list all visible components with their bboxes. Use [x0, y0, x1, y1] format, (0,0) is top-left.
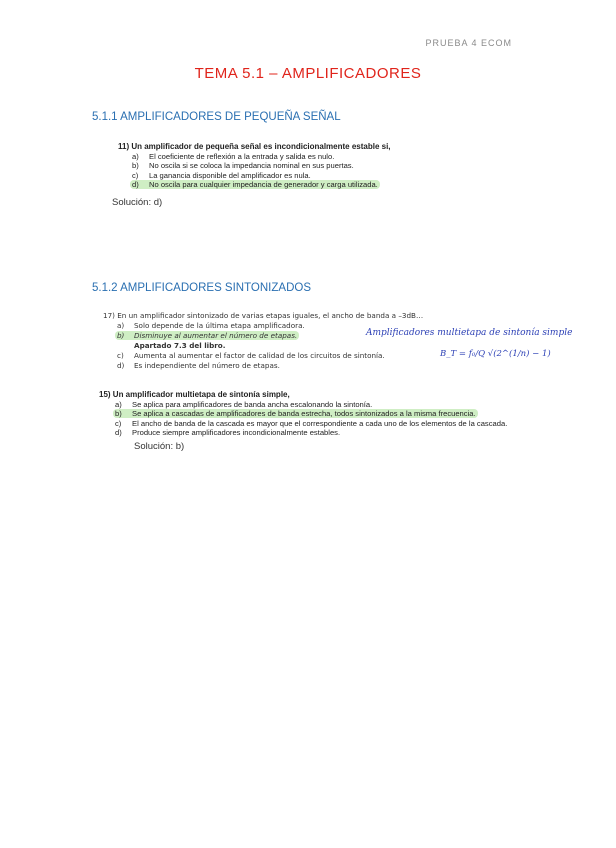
option-c [118, 171, 391, 181]
option-text: La ganancia disponible del amplificador es nula. [149, 170, 311, 180]
option-a [99, 400, 507, 410]
option-b-highlighted [99, 409, 507, 419]
option-label: d) [115, 428, 122, 438]
question-15 [99, 390, 507, 438]
option-label: c) [115, 418, 122, 428]
solution-11: Solución: d) [112, 197, 163, 208]
option-c [99, 419, 507, 429]
book-reference: Apartado 7.3 del libro. [134, 341, 226, 350]
option-label: d) [132, 180, 139, 190]
option-d-highlighted [118, 180, 391, 190]
option-label: b) [115, 409, 122, 419]
question-title: 15) Un amplificador multietapa de sintonía simple, [99, 390, 290, 399]
option-label: a) [117, 321, 125, 330]
handwritten-note: Amplificadores multietapa de sintonía simple [366, 328, 573, 338]
option-text: El coeficiente de reflexión a la entrada y salida es nulo. [149, 151, 335, 161]
question-title: 17) En un amplificador sintonizado de varias etapas iguales, el ancho de banda a –3dB… [103, 311, 424, 320]
option-text: Produce siempre amplificadores incondicionalmente estables. [132, 428, 341, 438]
section-heading-small-signal: 5.1.1 AMPLIFICADORES DE PEQUEÑA SEÑAL [92, 111, 341, 123]
solution-15: Solución: b) [134, 441, 185, 452]
option-text: No oscila para cualquier impedancia de generador y carga utilizada. [149, 180, 378, 190]
option-label: d) [117, 361, 125, 370]
option-text: El ancho de banda de la cascada es mayor que el correspondiente a cada uno de los elementos de la cascada. [132, 418, 508, 428]
option-text: Aumenta al aumentar el factor de calidad de los circuitos de sintonía. [134, 351, 385, 360]
option-text: No oscila si se coloca la impedancia nominal en sus puertas. [149, 161, 354, 171]
highlight [130, 180, 380, 189]
highlight [113, 409, 478, 418]
option-label: b) [117, 331, 125, 340]
option-label: a) [115, 399, 122, 409]
option-label: c) [132, 170, 139, 180]
question-title: 11) Un amplificador de pequeña señal es incondicionalmente estable si, [118, 142, 391, 151]
question-11 [118, 142, 391, 190]
option-text: Disminuye al aumentar el número de etapas. [134, 331, 298, 340]
option-text: Solo depende de la última etapa amplificadora. [134, 321, 305, 330]
option-label: a) [132, 151, 139, 161]
option-text: Se aplica a cascadas de amplificadores de banda estrecha, todos sintonizados a la misma frecuencia. [132, 409, 476, 419]
option-text: Se aplica para amplificadores de banda ancha escalonando la sintonía. [132, 399, 373, 409]
option-text: Es independiente del número de etapas. [134, 361, 280, 370]
handwritten-formula: B_T = f₀/Q √(2^(1/n) − 1) [440, 349, 551, 359]
question-17 [103, 311, 423, 371]
option-d [99, 428, 507, 438]
option-a [118, 152, 391, 162]
highlight [115, 331, 299, 340]
page-header: PRUEBA 4 ECOM [425, 38, 512, 48]
option-label: b) [132, 161, 139, 171]
option-b [118, 161, 391, 171]
option-d [103, 361, 423, 371]
section-heading-tuned: 5.1.2 AMPLIFICADORES SINTONIZADOS [92, 282, 311, 294]
page-title: TEMA 5.1 – AMPLIFICADORES [194, 65, 422, 82]
option-label: c) [117, 351, 124, 360]
option-c [103, 351, 423, 361]
